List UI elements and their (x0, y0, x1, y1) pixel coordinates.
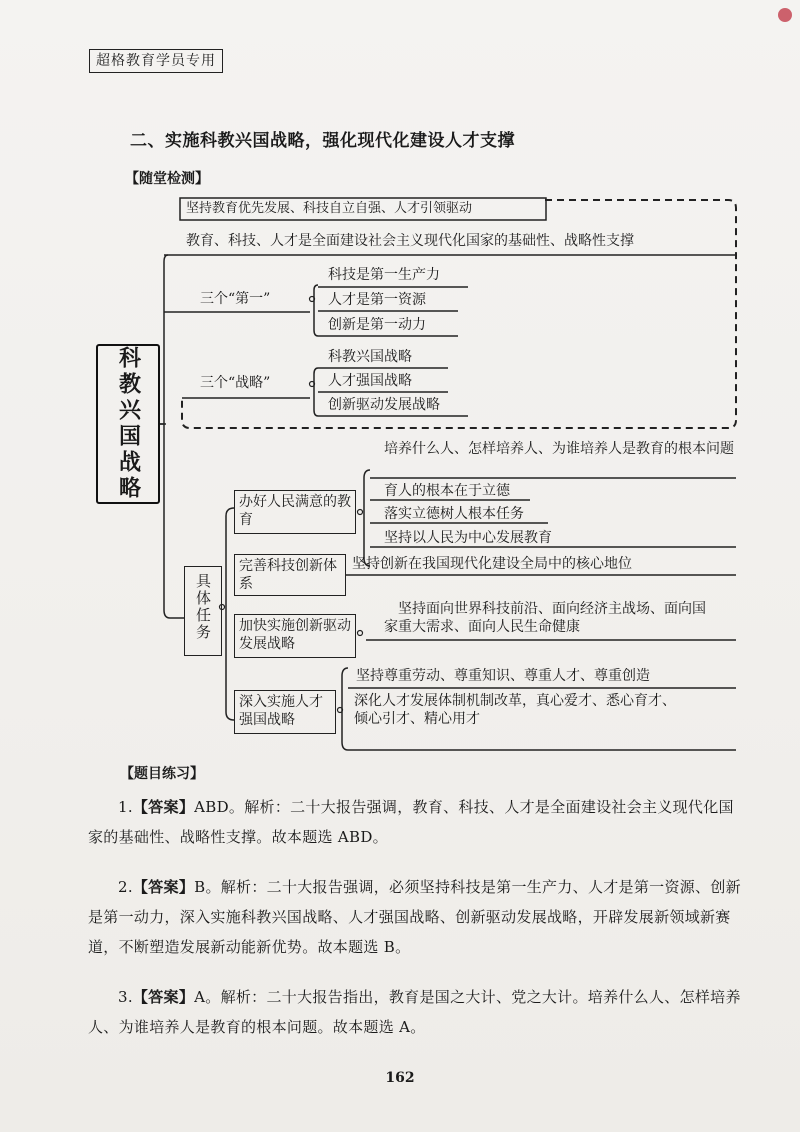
root-node (96, 344, 160, 504)
foundation-line: 教育、科技、人才是全面建设社会主义现代化国家的基础性、战略性支撑 (186, 233, 634, 249)
tasks-label: 具体任务 (194, 573, 212, 641)
answer-num: 3. (118, 988, 133, 1006)
task-group-label: 加快实施创新驱动发展战略 (239, 618, 351, 652)
answer-paragraph (88, 792, 748, 852)
task-group-box (234, 490, 356, 534)
answer-text: 。解析：二十大报告强调，必须坚持科技是第一生产力、人才是第一资源、创新是第一动力，深入实施科教兴国战略、人才强国战略、创新驱动发展战略，开辟发展新领域新赛道，不断塑造发展新动能新优势。故本题选 B。 (88, 878, 741, 956)
first-item: 创新是第一动力 (328, 317, 426, 333)
task-item: 坚持面向世界科技前沿、面向经济主战场、面向国家重大需求、面向人民生命健康 (384, 601, 706, 635)
top-box-text: 坚持教育优先发展、科技自立自强、人才引领驱动 (186, 201, 473, 216)
strategy-item: 科教兴国战略 (328, 349, 412, 365)
header-label: 超格教育学员专用 (89, 49, 223, 73)
page-number: 162 (385, 1070, 415, 1086)
answer-text: 。解析：二十大报告强调，教育、科技、人才是全面建设社会主义现代化国家的基础性、战略性支撑。故本题选 ABD。 (88, 798, 734, 846)
answer-paragraph (88, 872, 748, 962)
answer-paragraph (88, 982, 748, 1042)
answer-num: 2. (118, 878, 133, 896)
task-item: 培养什么人、怎样培养人、为谁培养人是教育的根本问题 (384, 441, 734, 457)
answer-tag: 【答案】 (132, 988, 195, 1006)
task-group-box (234, 614, 356, 658)
first-item: 科技是第一生产力 (328, 267, 440, 283)
tasks-node (184, 566, 222, 656)
task-item: 坚持以人民为中心发展教育 (384, 530, 552, 546)
task-group-box (234, 554, 346, 596)
answer-tag: 【答案】 (132, 878, 195, 896)
task-group-box (234, 690, 336, 734)
task-item: 坚持尊重劳动、尊重知识、尊重人才、尊重创造 (356, 668, 650, 684)
task-group-label: 深入实施人才强国战略 (239, 694, 323, 728)
task-group-label: 办好人民满意的教育 (239, 494, 351, 528)
answer-text: 。解析：二十大报告指出，教育是国之大计、党之大计。培养什么人、怎样培养人、为谁培养人是教育的根本问题。故本题选 A。 (88, 988, 741, 1036)
answer-key: ABD (194, 798, 229, 816)
task-item: 育人的根本在于立德 (384, 483, 510, 499)
root-brace (164, 255, 170, 618)
answer-num: 1. (118, 798, 133, 816)
answer-key: B (194, 878, 206, 896)
answer-tag: 【答案】 (132, 798, 195, 816)
task-group-label: 完善科技创新体系 (239, 558, 337, 592)
strategy-item: 人才强国战略 (328, 373, 412, 389)
first-group-label: 三个“第一” (200, 291, 271, 307)
task-item: 坚持创新在我国现代化建设全局中的核心地位 (352, 556, 632, 572)
section-title: 二、实施科教兴国战略，强化现代化建设人才支撑 (130, 131, 515, 151)
task-item: 深化人才发展体制机制改革，真心爱才、悉心育才、倾心引才、精心用才 (354, 693, 676, 727)
strategy-group-label: 三个“战略” (200, 375, 271, 391)
root-label: 科教兴国战略 (115, 346, 141, 502)
first-item: 人才是第一资源 (328, 292, 426, 308)
practice-label: 【题目练习】 (120, 766, 204, 782)
task-item: 落实立德树人根本任务 (384, 506, 524, 522)
answer-key: A (194, 988, 206, 1006)
check-label: 【随堂检测】 (125, 171, 209, 187)
strategy-item: 创新驱动发展战略 (328, 397, 440, 413)
